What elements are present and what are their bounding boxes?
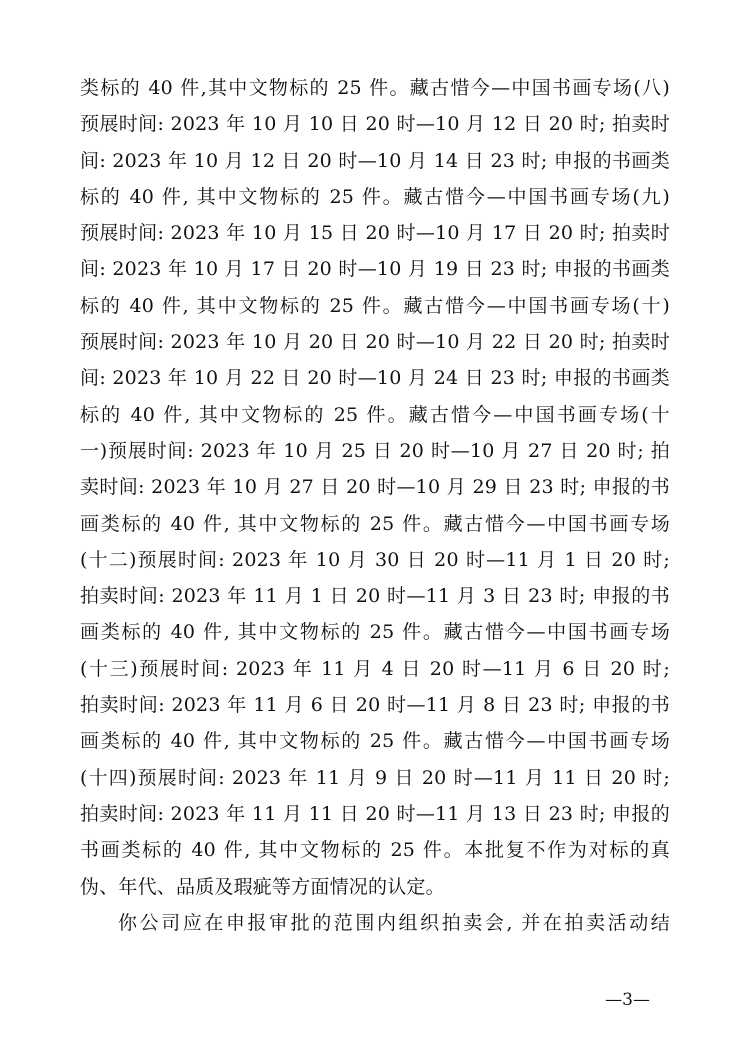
text-line: 预展时间: 2023 年 10 月 10 日 20 时—10 月 12 日 20 时; 拍卖时 bbox=[80, 113, 670, 136]
page-number: —3— bbox=[605, 990, 650, 1010]
text-line: 间: 2023 年 10 月 12 日 20 时—10 月 14 日 23 时; 申报的书画类 bbox=[80, 149, 670, 172]
text-line: (十三)预展时间: 2023 年 11 月 4 日 20 时—11 月 6 日 20 时; bbox=[80, 657, 670, 680]
text-line: 画类标的 40 件, 其中文物标的 25 件。藏古惜今—中国书画专场 bbox=[80, 621, 670, 644]
text-line: 拍卖时间: 2023 年 11 月 6 日 20 时—11 月 8 日 23 时; 申报的书 bbox=[80, 694, 670, 717]
text-line: 间: 2023 年 10 月 17 日 20 时—10 月 19 日 23 时; 申报的书画类 bbox=[80, 258, 670, 281]
text-line: 标的 40 件, 其中文物标的 25 件。藏古惜今—中国书画专场(十 bbox=[80, 403, 670, 426]
text-line: 拍卖时间: 2023 年 11 月 11 日 20 时—11 月 13 日 23 时; 申报的 bbox=[80, 802, 670, 825]
text-line: 间: 2023 年 10 月 22 日 20 时—10 月 24 日 23 时; 申报的书画类 bbox=[80, 367, 670, 390]
text-line: (十四)预展时间: 2023 年 11 月 9 日 20 时—11 月 11 日 20 时; bbox=[80, 766, 670, 789]
text-line-paragraph-end: 伪、年代、品质及瑕疵等方面情况的认定。 bbox=[80, 875, 445, 898]
text-line: 画类标的 40 件, 其中文物标的 25 件。藏古惜今—中国书画专场 bbox=[80, 512, 670, 535]
text-line: 预展时间: 2023 年 10 月 15 日 20 时—10 月 17 日 20 时; 拍卖时 bbox=[80, 222, 670, 245]
text-line: 画类标的 40 件, 其中文物标的 25 件。藏古惜今—中国书画专场 bbox=[80, 730, 670, 753]
text-line: 类标的 40 件,其中文物标的 25 件。藏古惜今—中国书画专场(八) bbox=[80, 77, 670, 99]
text-line: 拍卖时间: 2023 年 11 月 1 日 20 时—11 月 3 日 23 时; 申报的书 bbox=[80, 585, 670, 608]
document-body bbox=[80, 70, 670, 941]
text-line: 标的 40 件, 其中文物标的 25 件。藏古惜今—中国书画专场(九) bbox=[80, 185, 670, 208]
text-line: 卖时间: 2023 年 10 月 27 日 20 时—10 月 29 日 23 时; 申报的书 bbox=[80, 476, 670, 499]
text-line: 预展时间: 2023 年 10 月 20 日 20 时—10 月 22 日 20 时; 拍卖时 bbox=[80, 331, 670, 354]
text-line: 标的 40 件, 其中文物标的 25 件。藏古惜今—中国书画专场(十) bbox=[80, 294, 670, 317]
text-line: 书画类标的 40 件, 其中文物标的 25 件。本批复不作为对标的真 bbox=[80, 839, 670, 862]
text-line: 一)预展时间: 2023 年 10 月 25 日 20 时—10 月 27 日 20 时; 拍 bbox=[80, 439, 670, 462]
text-line: (十二)预展时间: 2023 年 10 月 30 日 20 时—11 月 1 日 20 时; bbox=[80, 548, 670, 571]
text-line-new-paragraph: 你公司应在申报审批的范围内组织拍卖会, 并在拍卖活动结 bbox=[118, 911, 670, 934]
